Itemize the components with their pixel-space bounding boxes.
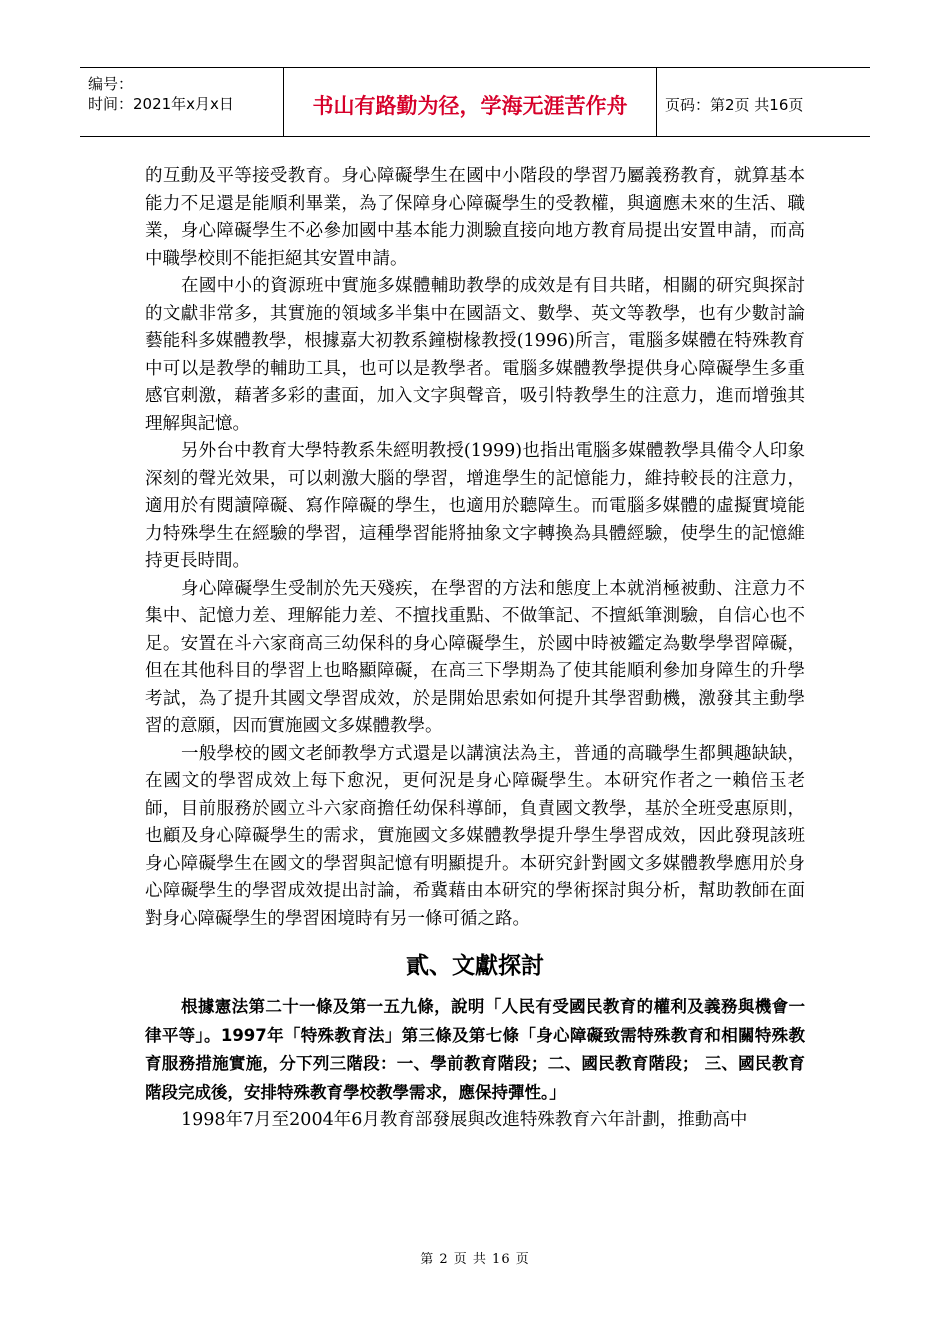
section-heading: 貳、文獻探討 [406, 952, 544, 979]
body-paragraph-2: 在國中小的資源班中實施多媒體輔助教學的成效是有目共睹，相關的研究與探討的文獻非常多，其實施的領域多半集中在國語文、數學、英文等教學，也有少數討論藝能科多媒體教學，根據嘉大初教系鐘樹椽教授(1996)所言，電腦多媒體在特殊教育中可以是教學的輔助工具，也可以是教學者。電腦多媒體教學提供身心障礙學生多重感官刺激，藉著多彩的畫面，加入文字與聲音，吸引特教學生的注意力，進而增強其理解與記憶。 [145, 276, 805, 434]
body-paragraph-6: 根據憲法第二十一條及第一五九條，說明「人民有受國民教育的權利及義務與機會一律平等」。1997年「特殊教育法」第三條及第七條「身心障礙致需特殊教育和相關特殊教育服務措施實施，分下列三階段：一、學前教育階段；二、國民教育階段； 三、國民教育階段完成後，安排特殊教育學校教學需求，應保持彈性。」 [145, 997, 805, 1102]
page-header [80, 67, 870, 137]
header-page-info: 页码：第2页 共16页 [665, 95, 804, 114]
header-motto: 书山有路勤为径，学海无涯苦作舟 [283, 68, 657, 136]
body-paragraph-5: 一般學校的國文老師教學方式還是以講演法為主，普通的高職學生都興趣缺缺，在國文的學習成效上每下愈況，更何況是身心障礙學生。本研究作者之一賴倍玉老師，目前服務於國立斗六家商擔任幼保科導師，負責國文教學，基於全班受惠原則，也顧及身心障礙學生的需求，實施國文多媒體教學提升學生學習成效，因此發現該班身心障礙學生在國文的學習與記憶有明顯提升。本研究針對國文多媒體教學應用於身心障礙學生的學習成效提出討論，希冀藉由本研究的學術探討與分析，幫助教師在面對身心障礙學生的學習困境時有另一條可循之路。 [145, 743, 805, 929]
body-paragraph-7: 1998年7月至2004年6月教育部發展與改進特殊教育六年計劃，推動高中 [181, 1110, 748, 1130]
body-paragraph-3: 另外台中教育大學特教系朱經明教授(1999)也指出電腦多媒體教學具備令人印象深刻的聲光效果，可以刺激大腦的學習，增進學生的記憶能力，維持較長的注意力，適用於有閱讀障礙、寫作障礙的學生，也適用於聽障生。而電腦多媒體的虛擬實境能力特殊學生在經驗的學習，這種學習能將抽象文字轉換為具體經驗，使學生的記憶維持更長時間。 [145, 441, 805, 571]
header-meta [80, 68, 283, 136]
page-footer: 第 2 页 共 16 页 [420, 1252, 530, 1267]
date-label: 时间：2021年x月x日 [88, 95, 234, 113]
body-paragraph-1: 的互動及平等接受教育。身心障礙學生在國中小階段的學習乃屬義務教育，就算基本能力不足還是能順利畢業，為了保障身心障礙學生的受教權，與適應未來的生活、職業，身心障礙學生不必參加國中基本能力測驗直接向地方教育局提出安置申請，而高中職學校則不能拒絕其安置申請。 [145, 166, 805, 269]
serial-label: 编号： [88, 75, 134, 93]
document-body [145, 163, 805, 1135]
body-paragraph-4: 身心障礙學生受制於先天殘疾，在學習的方法和態度上本就消極被動、注意力不集中、記憶力差、理解能力差、不擅找重點、不做筆記、不擅紙筆測驗，自信心也不足。安置在斗六家商高三幼保科的身心障礙學生，於國中時被鑑定為數學學習障礙，但在其他科目的學習上也略顯障礙，在高三下學期為了使其能順利參加身障生的升學考試，為了提升其國文學習成效，於是開始思索如何提升其學習動機，激發其主動學習的意願，因而實施國文多媒體教學。 [145, 578, 805, 736]
